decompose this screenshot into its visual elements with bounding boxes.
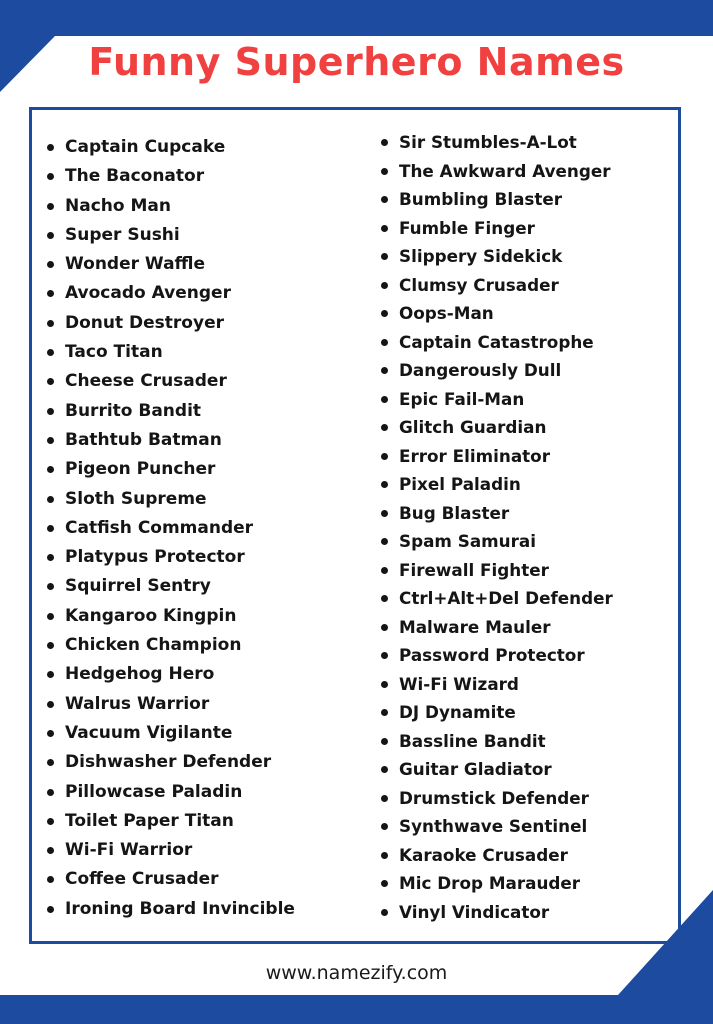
list-item: Avocado Avenger — [47, 279, 295, 308]
list-item: Wi-Fi Wizard — [381, 670, 613, 699]
list-item: Squirrel Sentry — [47, 572, 295, 601]
list-item: DJ Dynamite — [381, 698, 613, 727]
list-item: Catfish Commander — [47, 514, 295, 543]
list-item: Slippery Sidekick — [381, 242, 613, 271]
list-item: Pixel Paladin — [381, 470, 613, 499]
list-item: Vacuum Vigilante — [47, 719, 295, 748]
list-item: Bassline Bandit — [381, 727, 613, 756]
list-item: Bathtub Batman — [47, 426, 295, 455]
list-item: Burrito Bandit — [47, 397, 295, 426]
list-item: The Baconator — [47, 162, 295, 191]
list-item: Firewall Fighter — [381, 556, 613, 585]
page-title: Funny Superhero Names — [88, 40, 625, 84]
list-item: Glitch Guardian — [381, 413, 613, 442]
list-item: Ctrl+Alt+Del Defender — [381, 584, 613, 613]
list-item: Donut Destroyer — [47, 309, 295, 338]
list-item: Clumsy Crusader — [381, 271, 613, 300]
list-item: The Awkward Avenger — [381, 157, 613, 186]
list-item: Spam Samurai — [381, 527, 613, 556]
list-item: Malware Mauler — [381, 613, 613, 642]
list-item: Toilet Paper Titan — [47, 807, 295, 836]
left-name-list — [47, 133, 295, 924]
list-item: Dangerously Dull — [381, 356, 613, 385]
list-item: Pillowcase Paladin — [47, 778, 295, 807]
list-item: Password Protector — [381, 641, 613, 670]
list-item: Fumble Finger — [381, 214, 613, 243]
list-item: Sloth Supreme — [47, 485, 295, 514]
list-item: Bumbling Blaster — [381, 185, 613, 214]
list-item: Guitar Gladiator — [381, 755, 613, 784]
list-item: Dishwasher Defender — [47, 748, 295, 777]
right-name-list — [381, 128, 613, 926]
list-item: Wi-Fi Warrior — [47, 836, 295, 865]
list-item: Karaoke Crusader — [381, 841, 613, 870]
list-item: Captain Catastrophe — [381, 328, 613, 357]
list-item: Super Sushi — [47, 221, 295, 250]
list-item: Pigeon Puncher — [47, 455, 295, 484]
list-item: Hedgehog Hero — [47, 660, 295, 689]
list-item: Ironing Board Invincible — [47, 895, 295, 924]
list-item: Walrus Warrior — [47, 690, 295, 719]
list-item: Synthwave Sentinel — [381, 812, 613, 841]
list-item: Taco Titan — [47, 338, 295, 367]
list-item: Wonder Waffle — [47, 250, 295, 279]
list-item: Mic Drop Marauder — [381, 869, 613, 898]
list-item: Bug Blaster — [381, 499, 613, 528]
list-item: Nacho Man — [47, 192, 295, 221]
list-item: Sir Stumbles-A-Lot — [381, 128, 613, 157]
list-item: Chicken Champion — [47, 631, 295, 660]
list-item: Error Eliminator — [381, 442, 613, 471]
list-item: Cheese Crusader — [47, 367, 295, 396]
list-item: Vinyl Vindicator — [381, 898, 613, 927]
footer-url: www.namezify.com — [265, 962, 448, 984]
list-item: Drumstick Defender — [381, 784, 613, 813]
list-item: Oops-Man — [381, 299, 613, 328]
list-item: Epic Fail-Man — [381, 385, 613, 414]
list-item: Kangaroo Kingpin — [47, 602, 295, 631]
list-item: Coffee Crusader — [47, 865, 295, 894]
list-item: Platypus Protector — [47, 543, 295, 572]
list-item: Captain Cupcake — [47, 133, 295, 162]
